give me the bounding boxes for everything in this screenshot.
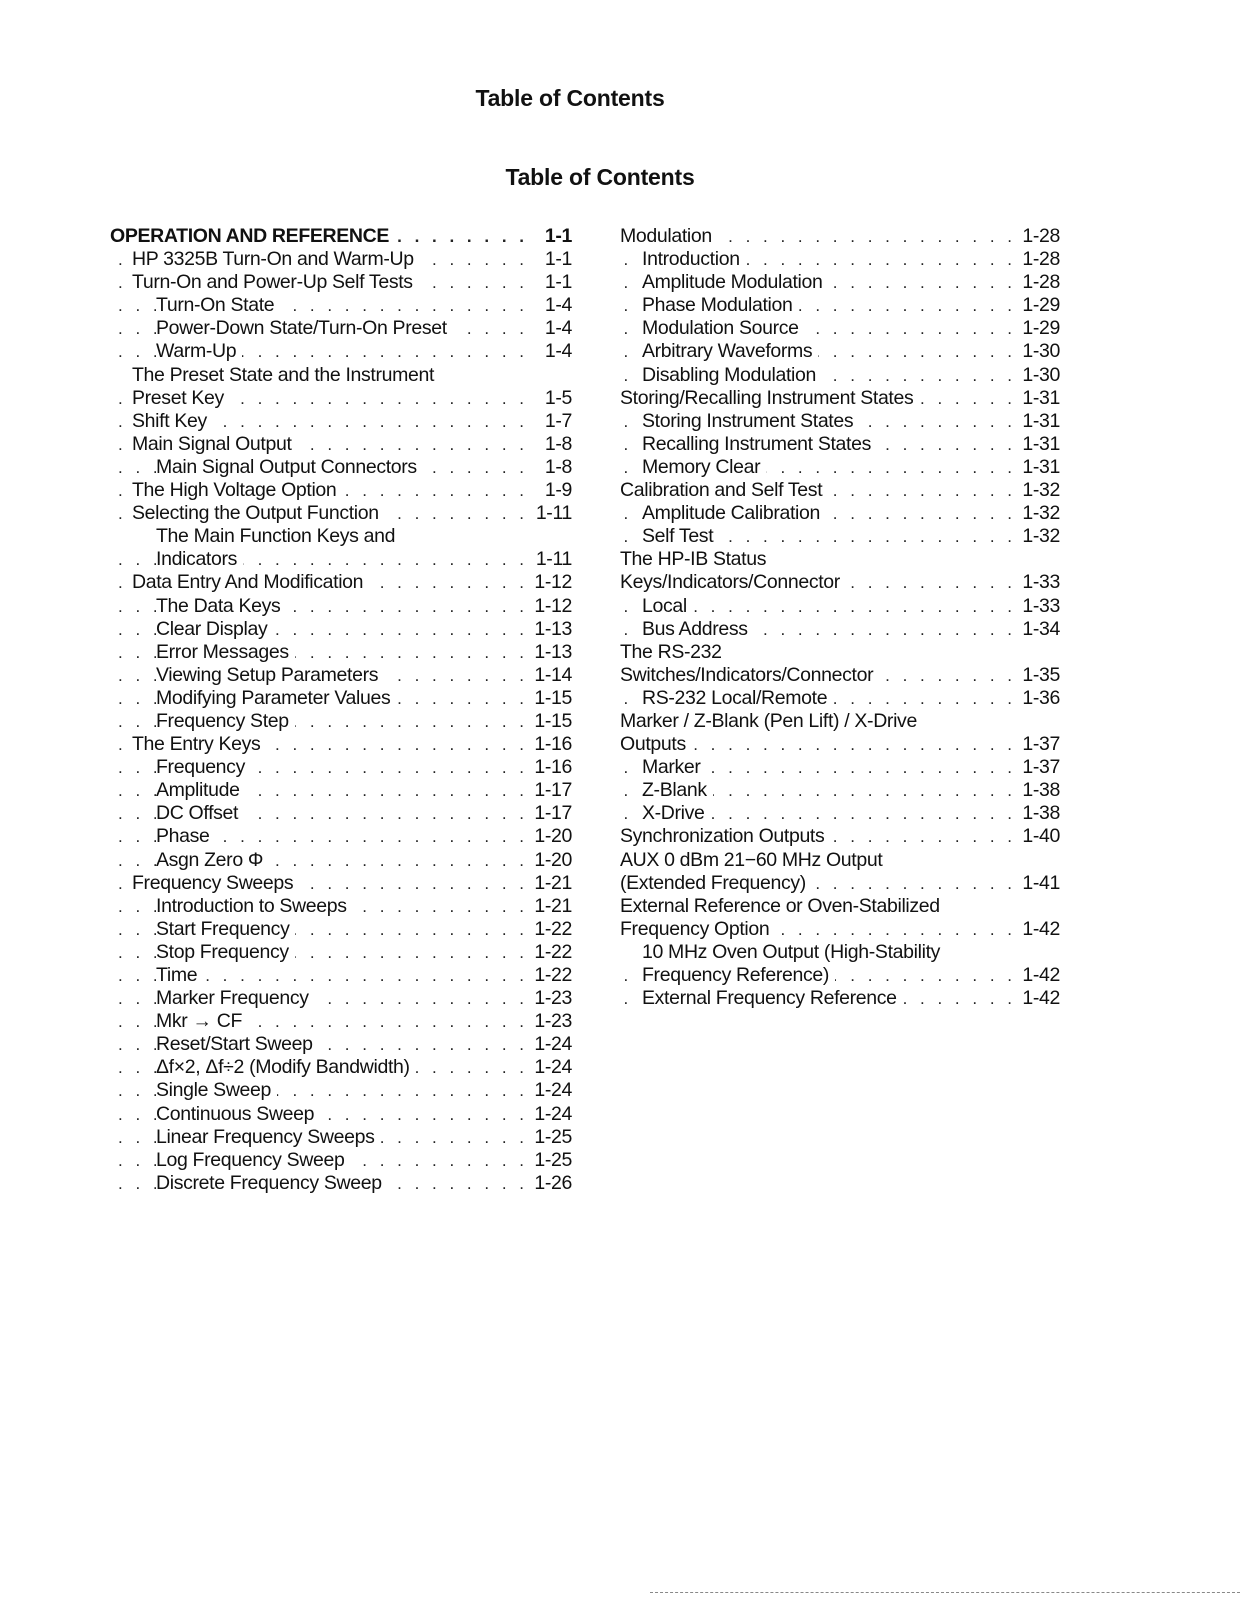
toc-entry[interactable] [110, 964, 572, 987]
toc-entry[interactable] [110, 825, 572, 848]
toc-entry-page: 1-21 [534, 871, 572, 894]
toc-entry-title: Main Signal Output Connectors [156, 456, 423, 479]
toc-entry-page: 1-22 [534, 964, 572, 986]
toc-entry-page: 1-30 [1022, 340, 1060, 363]
toc-entry-title: Single Sweep [156, 1079, 277, 1102]
toc-entry[interactable] [110, 1126, 572, 1149]
toc-entry-title: Frequency Step [156, 710, 295, 733]
toc-entry-page: 1-12 [534, 594, 572, 617]
toc-entry-title: Z-Blank [642, 779, 713, 802]
toc-entry-page: 1-42 [1022, 917, 1060, 940]
toc-entry[interactable] [110, 872, 572, 895]
toc-entry-title: Viewing Setup Parameters [156, 664, 384, 687]
toc-entry-page: 1-9 [544, 479, 572, 502]
toc-entry-title: Data Entry And Modification [132, 571, 369, 594]
toc-entry-title: Turn-On State [156, 294, 280, 317]
toc-entry[interactable] [110, 756, 572, 779]
toc-entry-title: Start Frequency [156, 918, 295, 941]
toc-entry-page: 1-13 [534, 617, 572, 640]
toc-entry-page: 1-32 [1022, 502, 1060, 525]
toc-entry-page: 1-8 [544, 432, 572, 455]
toc-entry-page: 1-31 [1022, 386, 1060, 409]
toc-entry[interactable] [110, 918, 572, 941]
toc-entry-page: 1-37 [1022, 733, 1060, 756]
toc-entry[interactable] [110, 618, 572, 641]
toc-entry-page: 1-32 [1022, 525, 1060, 548]
toc-entry-title: Amplitude [156, 779, 246, 802]
toc-entry-page: 1-1 [544, 225, 572, 247]
toc-entry-page: 1-17 [534, 779, 572, 802]
toc-entry[interactable] [620, 364, 1060, 387]
toc-entry-page: 1-42 [1022, 964, 1060, 986]
toc-entry-title: Turn-On and Power-Up Self Tests [132, 271, 419, 294]
toc-entry-title: Arbitrary Waveforms [642, 340, 818, 363]
toc-entry[interactable] [620, 641, 1060, 664]
toc-entry[interactable] [110, 502, 572, 525]
toc-entry-title: The High Voltage Option [132, 479, 342, 502]
toc-entry[interactable] [620, 387, 1060, 410]
toc-entry-title: Storing Instrument States [642, 410, 859, 433]
toc-entry[interactable] [110, 294, 572, 317]
toc-entry-page: 1-28 [1022, 271, 1060, 294]
toc-entry[interactable] [620, 687, 1060, 710]
toc-entry[interactable] [620, 987, 1060, 1010]
toc-entry[interactable] [620, 710, 1060, 733]
toc-entry[interactable] [620, 941, 1060, 964]
toc-entry-title: Selecting the Output Function [132, 502, 385, 525]
toc-entry-title: Marker Frequency [156, 987, 315, 1010]
toc-entry[interactable] [620, 410, 1060, 433]
toc-entry[interactable] [110, 1056, 572, 1079]
toc-entry[interactable] [620, 225, 1060, 248]
toc-entry-page: 1-14 [534, 663, 572, 686]
toc-entry-page: 1-12 [534, 571, 572, 594]
page-header-title: Table of Contents [475, 85, 665, 111]
toc-entry-page: 1-24 [534, 1056, 572, 1079]
toc-entry-page: 1-38 [1022, 802, 1060, 825]
toc-entry-title: The Main Function Keys and [156, 525, 401, 548]
toc-entry[interactable] [620, 779, 1060, 802]
toc-entry-page: 1-23 [534, 1010, 572, 1033]
toc-entry-title: X-Drive [642, 802, 711, 825]
toc-entry[interactable] [110, 1103, 572, 1126]
toc-entry-title: Bus Address [642, 618, 754, 641]
toc-entry-page: 1-20 [534, 848, 572, 871]
toc-entry-title: Disabling Modulation [642, 364, 822, 387]
toc-entry[interactable] [620, 433, 1060, 456]
toc-entry[interactable] [620, 317, 1060, 340]
toc-entry[interactable] [620, 618, 1060, 641]
toc-entry[interactable] [110, 941, 572, 964]
toc-entry-title: Error Messages [156, 641, 295, 664]
toc-entry[interactable] [620, 294, 1060, 317]
toc-entry[interactable] [620, 595, 1060, 618]
toc-entry[interactable] [110, 340, 572, 363]
toc-entry-page: 1-15 [534, 709, 572, 732]
toc-entry[interactable] [110, 387, 572, 410]
toc-entry-title: Outputs [620, 733, 692, 756]
toc-entry[interactable] [110, 479, 572, 502]
toc-entry[interactable] [620, 271, 1060, 294]
toc-entry-page: 1-24 [534, 1102, 572, 1125]
toc-entry-page: 1-23 [534, 987, 572, 1010]
toc-entry-title: OPERATION AND REFERENCE [110, 225, 395, 248]
toc-entry[interactable] [620, 825, 1060, 848]
toc-entry-page: 1-20 [534, 825, 572, 848]
toc-entry-title: Shift Key [132, 410, 213, 433]
toc-entry-title: Modulation [620, 225, 718, 248]
toc-entry-title: Asgn Zero Φ [156, 849, 269, 872]
toc-entry-title: Stop Frequency [156, 941, 295, 964]
toc-entry-title: The Entry Keys [132, 733, 266, 756]
toc-entry-title: The HP-IB Status [620, 548, 772, 571]
toc-entry-title: Phase Modulation [642, 294, 799, 317]
toc-entry-title: Reset/Start Sweep [156, 1033, 319, 1056]
toc-entry-page: 1-41 [1022, 871, 1060, 894]
toc-entry-page: 1-31 [1022, 455, 1060, 478]
toc-entry-page: 1-29 [1022, 294, 1060, 317]
toc-entry[interactable] [110, 595, 572, 618]
toc-entry-title: Local [642, 595, 693, 618]
toc-entry-title: Synchronization Outputs [620, 825, 830, 848]
toc-entry-title: Continuous Sweep [156, 1103, 320, 1126]
toc-entry-page: 1-4 [544, 317, 572, 340]
toc-entry-title: Frequency [156, 756, 251, 779]
toc-entry-title: Phase [156, 825, 216, 848]
toc-entry[interactable] [110, 525, 572, 548]
toc-entry[interactable] [110, 225, 572, 248]
toc-entry-title: Log Frequency Sweep [156, 1149, 350, 1172]
toc-entry-title: Frequency Reference) [642, 964, 835, 987]
toc-entry-title: The Data Keys [156, 595, 286, 618]
toc-entry-title: External Frequency Reference [642, 987, 903, 1010]
toc-entry-page: 1-24 [534, 1033, 572, 1056]
toc-title: Table of Contents [505, 164, 695, 190]
toc-entry-page: 1-8 [544, 455, 572, 478]
toc-entry-page: 1-34 [1022, 617, 1060, 640]
toc-entry-page: 1-26 [534, 1171, 572, 1194]
toc-entry-page: 1-4 [544, 294, 572, 317]
toc-entry[interactable] [620, 895, 1060, 918]
toc-entry-page: 1-30 [1022, 363, 1060, 386]
toc-entry[interactable] [620, 571, 1060, 594]
toc-entry-page: 1-28 [1022, 225, 1060, 247]
toc-entry-title: Memory Clear [642, 456, 766, 479]
toc-entry[interactable] [110, 548, 572, 571]
toc-entry-page: 1-25 [534, 1148, 572, 1171]
toc-entry-title: Switches/Indicators/Connector [620, 664, 879, 687]
toc-entry-title: HP 3325B Turn-On and Warm-Up [132, 248, 420, 271]
toc-entry-page: 1-36 [1022, 686, 1060, 709]
toc-entry[interactable] [620, 918, 1060, 941]
toc-entry[interactable] [110, 271, 572, 294]
toc-entry-page: 1-16 [534, 756, 572, 779]
toc-entry-title: Self Test [642, 525, 719, 548]
toc-entry-page: 1-25 [534, 1125, 572, 1148]
toc-entry-title: Keys/Indicators/Connector [620, 571, 846, 594]
toc-entry-title: Recalling Instrument States [642, 433, 877, 456]
toc-entry-title: Calibration and Self Test [620, 479, 828, 502]
toc-entry-page: 1-24 [534, 1079, 572, 1102]
toc-entry-page: 1-29 [1022, 317, 1060, 340]
toc-entry-page: 1-28 [1022, 248, 1060, 271]
toc-entry-title: Frequency Sweeps [132, 872, 299, 895]
toc-entry[interactable] [620, 456, 1060, 479]
toc-entry-page: 1-1 [544, 271, 572, 294]
toc-entry[interactable] [110, 456, 572, 479]
toc-entry[interactable] [620, 340, 1060, 363]
toc-entry-title: Marker / Z-Blank (Pen Lift) / X-Drive [620, 710, 923, 733]
toc-entry[interactable] [110, 248, 572, 271]
toc-entry-title: Clear Display [156, 618, 273, 641]
toc-entry-title: Mkr → CF [156, 1010, 248, 1033]
toc-entry[interactable] [110, 987, 572, 1010]
toc-entry[interactable] [110, 410, 572, 433]
toc-entry[interactable] [620, 849, 1060, 872]
toc-entry[interactable] [620, 548, 1060, 571]
toc-right-column [620, 225, 1060, 1010]
toc-entry-page: 1-15 [534, 686, 572, 709]
toc-entry-page: 1-11 [535, 502, 572, 525]
toc-entry[interactable] [620, 479, 1060, 502]
toc-entry-page: 1-38 [1022, 779, 1060, 802]
scan-edge-line [650, 1592, 1240, 1594]
toc-entry-page: 1-1 [544, 248, 572, 271]
toc-entry-title: Preset Key [132, 387, 230, 410]
toc-entry-title: Discrete Frequency Sweep [156, 1172, 388, 1195]
toc-entry-page: 1-17 [534, 802, 572, 825]
toc-entry[interactable] [110, 710, 572, 733]
toc-entry[interactable] [110, 1010, 572, 1033]
toc-entry[interactable] [110, 433, 572, 456]
toc-entry-page: 1-16 [534, 733, 572, 756]
toc-entry[interactable] [110, 1149, 572, 1172]
toc-entry[interactable] [110, 779, 572, 802]
toc-entry-page: 1-22 [534, 940, 572, 963]
toc-entry[interactable] [110, 687, 572, 710]
toc-entry[interactable] [110, 1033, 572, 1056]
toc-entry-title: Introduction [642, 248, 746, 271]
toc-entry[interactable] [620, 802, 1060, 825]
toc-entry-page: 1-33 [1022, 571, 1060, 594]
toc-entry[interactable] [620, 502, 1060, 525]
toc-entry-title: Power-Down State/Turn-On Preset [156, 317, 453, 340]
toc-entry[interactable] [110, 571, 572, 594]
toc-entry-title: Marker [642, 756, 707, 779]
toc-entry[interactable] [620, 733, 1060, 756]
toc-entry[interactable] [110, 317, 572, 340]
toc-entry-title: The RS-232 [620, 641, 728, 664]
toc-entry-title: Warm-Up [156, 340, 242, 363]
toc-entry-title: Modulation Source [642, 317, 805, 340]
toc-entry-page: 1-31 [1022, 409, 1060, 432]
toc-entry[interactable] [110, 895, 572, 918]
toc-entry-page: 1-22 [534, 917, 572, 940]
toc-entry[interactable] [620, 964, 1060, 987]
toc-entry-page: 1-13 [534, 640, 572, 663]
toc-entry[interactable] [110, 849, 572, 872]
toc-entry-page: 1-11 [535, 548, 572, 571]
toc-entry-page: 1-5 [544, 386, 572, 409]
toc-entry-title: Amplitude Calibration [642, 502, 826, 525]
toc-entry[interactable] [110, 1079, 572, 1102]
toc-entry-page: 1-40 [1022, 825, 1060, 848]
toc-entry[interactable] [110, 1172, 572, 1195]
toc-entry-page: 1-32 [1022, 479, 1060, 502]
toc-entry-page: 1-21 [534, 894, 572, 917]
toc-entry-page: 1-33 [1022, 594, 1060, 617]
toc-entry-title: Modifying Parameter Values [156, 687, 396, 710]
toc-entry-page: 1-42 [1022, 987, 1060, 1010]
toc-left-column [110, 225, 572, 1195]
toc-entry[interactable] [110, 664, 572, 687]
toc-entry-title: Introduction to Sweeps [156, 895, 353, 918]
toc-entry[interactable] [110, 733, 572, 756]
toc-entry-title: DC Offset [156, 802, 244, 825]
toc-entry[interactable] [620, 756, 1060, 779]
toc-entry[interactable] [620, 664, 1060, 687]
toc-entry-page: 1-37 [1022, 756, 1060, 779]
toc-entry[interactable] [110, 364, 572, 387]
toc-entry[interactable] [620, 872, 1060, 895]
toc-entry[interactable] [110, 641, 572, 664]
toc-entry-title: Frequency Option [620, 918, 775, 941]
toc-entry-page: 1-35 [1022, 663, 1060, 686]
toc-entry-page: 1-31 [1022, 432, 1060, 455]
toc-entry-title: The Preset State and the Instrument [132, 364, 440, 387]
toc-entry[interactable] [110, 802, 572, 825]
toc-entry-title: External Reference or Oven-Stabilized [620, 895, 946, 918]
toc-entry-page: 1-7 [544, 409, 572, 432]
toc-entry-page: 1-4 [544, 340, 572, 363]
toc-entry-title: Δf×2, Δf÷2 (Modify Bandwidth) [156, 1056, 416, 1079]
toc-entry-title: Time [156, 964, 203, 987]
toc-entry-title: Indicators [156, 548, 243, 571]
toc-entry[interactable] [620, 248, 1060, 271]
toc-entry-title: (Extended Frequency) [620, 872, 812, 895]
toc-entry-title: Main Signal Output [132, 433, 298, 456]
toc-entry-title: Linear Frequency Sweeps [156, 1126, 381, 1149]
toc-entry-title: RS-232 Local/Remote [642, 687, 833, 710]
toc-entry-title: Amplitude Modulation [642, 271, 829, 294]
toc-entry-title: AUX 0 dBm 21−60 MHz Output [620, 849, 888, 872]
toc-entry[interactable] [620, 525, 1060, 548]
toc-entry-title: 10 MHz Oven Output (High-Stability [642, 941, 946, 964]
toc-entry-title: Storing/Recalling Instrument States [620, 387, 919, 410]
